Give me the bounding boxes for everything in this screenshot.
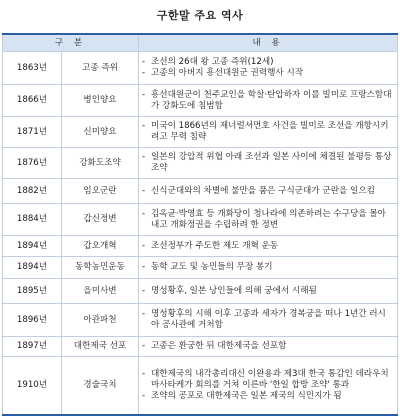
page-title: 구한말 주요 역사 [156,9,244,22]
table-row [3,279,398,304]
bullet-dash: - [142,240,146,251]
description-cell [139,357,398,415]
description-text: 조약의 공포로 대한제국은 일본 제국의 식민지가 됨 [151,390,342,401]
description-text: 조선정부가 주도한 제도 개혁 운동 [151,240,279,251]
table-row [3,257,398,279]
year-cell: 1876년 [3,148,62,179]
table-header-row [3,34,398,52]
description-item [142,262,394,273]
table-row [3,52,398,85]
year-cell: 1895년 [3,279,62,304]
description-cell [139,148,398,179]
year-cell: 1894년 [3,257,62,279]
bullet-dash: - [142,309,146,319]
table-row [3,179,398,204]
description-text: 조선의 26대 왕 고종 즉위(12세) [151,57,274,67]
year-cell: 1871년 [3,117,62,148]
table-row [3,304,398,337]
description-cell [139,117,398,148]
year-cell: 1866년 [3,85,62,117]
description-cell [139,279,398,304]
event-cell: 갑신정변 [62,204,139,236]
header-content: 내 용 [139,34,398,52]
description-text: 미국이 1866년의 제너럴셔먼호 사건을 빌미로 조선을 개항시키려고 무력 침략 [151,121,389,142]
event-cell: 동학농민운동 [62,257,139,279]
description-text: 흥선대원군이 천주교인을 학살·탄압하자 이를 빌미로 프랑스함대가 강화도에 침범함 [151,89,392,111]
description-text: 일본의 강압적 위협 아래 조선과 일본 사이에 체결된 불평등 통상 조약 [151,152,392,173]
description-text: 고종의 아버지 흥선대원군 권력행사 시작 [151,68,304,78]
table-row [3,337,398,357]
description-text: 명성황후의 시해 이후 고종과 세자가 경복궁을 떠나 1년간 러시아 공사관에 거처함 [151,309,386,330]
event-cell: 을미사변 [62,279,139,304]
event-cell: 고종 즉위 [62,52,139,85]
event-cell: 신미양요 [62,117,139,148]
table-row [3,148,398,179]
event-cell: 강화도조약 [62,148,139,179]
year-cell: 1894년 [3,236,62,257]
description-item [142,68,394,79]
description-cell [139,257,398,279]
description-item [142,309,394,331]
description-text: 김옥균·박영효 등 개화당이 청나라에 의존하려는 수구당을 몰아내고 개화정권을 수립하려 한 정변 [151,208,386,230]
year-cell: 1910년 [3,357,62,415]
year-cell: 1882년 [3,179,62,204]
table-row [3,85,398,117]
bullet-dash: - [142,341,146,351]
description-item [142,121,394,143]
bullet-dash: - [142,262,146,272]
bullet-dash: - [142,390,146,401]
table-row [3,117,398,148]
table-row [3,204,398,236]
event-cell: 임오군란 [62,179,139,204]
description-cell [139,337,398,357]
description-item [142,241,394,252]
description-cell [139,85,398,117]
description-item [142,90,394,112]
description-item [142,152,394,174]
bullet-dash: - [142,208,146,219]
history-table [2,33,398,416]
bullet-dash: - [142,121,146,131]
description-cell [139,304,398,337]
description-text: 명성황후, 일본 낭인들에 의해 궁에서 시해됨 [151,285,317,296]
table-row [3,357,398,415]
description-cell [139,52,398,85]
event-cell: 병인양요 [62,85,139,117]
bullet-dash: - [142,57,146,67]
bullet-dash: - [142,152,146,162]
description-item [142,209,394,231]
bullet-dash: - [142,185,146,196]
year-cell: 1884년 [3,204,62,236]
description-item [142,57,394,68]
description-item [142,369,394,391]
description-text: 동학 교도 및 농민들의 무장 봉기 [151,262,273,272]
description-item [142,341,394,352]
bullet-dash: - [142,68,146,78]
year-cell: 1896년 [3,304,62,337]
year-cell: 1897년 [3,337,62,357]
bullet-dash: - [142,368,146,379]
bullet-dash: - [142,89,146,100]
description-item [142,391,394,402]
header-category: 구 분 [3,34,139,52]
table-body [3,52,398,415]
description-item [142,286,394,297]
description-cell [139,204,398,236]
event-cell: 경술국치 [62,357,139,415]
event-cell: 대한제국 선포 [62,337,139,357]
description-cell [139,236,398,257]
description-item [142,186,394,197]
description-text: 신식군대와의 차별에 불만을 품은 구식군대가 군란을 일으킴 [151,185,375,196]
event-cell: 아관파천 [62,304,139,337]
description-text: 대한제국의 내각총리대신 이완용과 제3대 한국 통감인 데라우치 마사타케가 회의를 거쳐 이른바 '한일 합방 조약' 통과 [151,368,389,390]
description-text: 고종은 환궁한 뒤 대한제국을 선포함 [151,341,287,351]
bullet-dash: - [142,285,146,296]
description-cell [139,179,398,204]
year-cell: 1863년 [3,52,62,85]
event-cell: 갑오개혁 [62,236,139,257]
table-row [3,236,398,257]
